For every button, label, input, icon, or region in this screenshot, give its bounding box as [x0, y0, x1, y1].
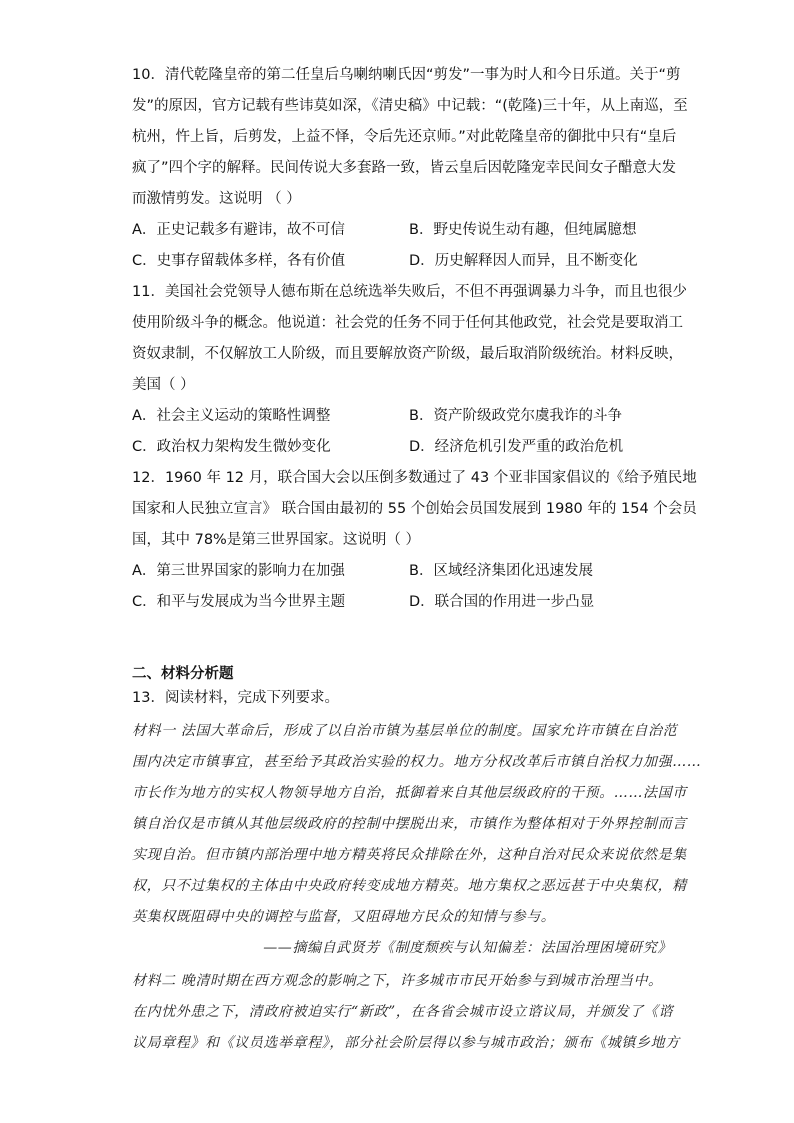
option-d: D．历史解释因人而异，且不断变化	[409, 253, 638, 269]
question-10-line: 10．清代乾隆皇帝的第二任皇后乌喇纳喇氏因“剪发”一事为时人和今日乐道。关于“剪	[132, 67, 681, 83]
material-1-line: 材料一 法国大革命后，形成了以自治市镇为基层单位的制度。国家允许市镇在自治范	[132, 723, 678, 739]
question-13-intro: 13．阅读材料，完成下列要求。	[132, 690, 339, 706]
material-1	[132, 716, 702, 964]
option-d: D．联合国的作用进一步凸显	[409, 594, 595, 610]
section-title: 二、材料分析题	[132, 666, 234, 682]
question-11-line: 资奴隶制，不仅解放工人阶级，而且要解放资产阶级，最后取消阶级统治。材料反映，	[132, 346, 683, 362]
question-11	[132, 277, 687, 463]
option-b: B．区域经济集团化迅速发展	[409, 563, 593, 579]
material-1-line: 实现自治。但市镇内部治理中地方精英将民众排除在外，这种自治对民众来说依然是集	[132, 847, 687, 863]
option-a: A．正史记载多有避讳，故不可信	[132, 222, 345, 238]
option-row	[132, 556, 672, 587]
question-10-line: 而激情剪发。这说明 （ ）	[132, 191, 301, 207]
option-c: C．和平与发展成为当今世界主题	[132, 594, 346, 610]
question-12-line: 12．1960 年 12 月，联合国大会以压倒多数通过了 43 个亚非国家倡议的《给予殖民地	[132, 470, 697, 486]
option-d: D．经济危机引发严重的政治危机	[409, 439, 624, 455]
question-11-line: 使用阶级斗争的概念。他说道：社会党的任务不同于任何其他政党，社会党是要取消工	[132, 315, 683, 331]
option-row	[132, 246, 672, 277]
material-2-line: 议局章程》和《议员选举章程》，部分社会阶层得以参与城市政治；颁布《城镇乡地方	[132, 1035, 680, 1051]
material-2-line: 材料二 晚清时期在西方观念的影响之下，许多城市市民开始参与到城市治理当中。	[132, 973, 663, 989]
material-1-line: 英集权既阻碍中央的调控与监督，又阻碍地方民众的知情与参与。	[132, 909, 556, 925]
question-12-options	[132, 556, 672, 618]
question-12-line: 国，其中 78%是第三世界国家。这说明（ ）	[132, 532, 420, 548]
question-10	[132, 60, 688, 277]
material-1-line: 市长作为地方的实权人物领导地方自治，抵御着来自其他层级政府的干预。……法国市	[132, 785, 687, 801]
option-c: C．政治权力架构发生微妙变化	[132, 439, 331, 455]
option-row	[132, 215, 672, 246]
question-10-line: 杭州，忤上旨，后剪发，上益不怿，令后先还京师。”对此乾隆皇帝的御批中只有“皇后	[132, 129, 677, 145]
option-b: B．资产阶级政党尔虞我诈的斗争	[409, 408, 622, 424]
option-c: C．史事存留载体多样，各有价值	[132, 253, 346, 269]
material-2-line: 在内忧外患之下，清政府被迫实行“新政”，在各省会城市设立谘议局，并颁发了《谘	[132, 1004, 674, 1020]
question-10-options	[132, 215, 672, 277]
question-11-options	[132, 401, 672, 463]
material-1-line: 围内决定市镇事宜，甚至给予其政治实验的权力。地方分权改革后市镇自治权力加强……	[132, 754, 702, 770]
option-a: A．社会主义运动的策略性调整	[132, 408, 331, 424]
option-row	[132, 401, 672, 432]
material-1-source: ——摘编自武贤芳《制度颓疾与认知偏差：法国治理困境研究》	[263, 940, 672, 956]
material-1-line: 权，只不过集权的主体由中央政府转变成地方精英。地方集权之恶远甚于中央集权，精	[132, 878, 687, 894]
question-10-line: 发”的原因，官方记载有些讳莫如深，《清史稿》中记载：“(乾隆)三十年，从上南巡，至	[132, 98, 688, 114]
option-row	[132, 587, 672, 618]
material-2	[132, 966, 680, 1059]
option-b: B．野史传说生动有趣，但纯属臆想	[409, 222, 637, 238]
material-1-line: 镇自治仅是市镇从其他层级政府的控制中摆脱出来，市镇作为整体相对于外界控制而言	[132, 816, 687, 832]
question-11-line: 美国（ ）	[132, 377, 195, 393]
option-row	[132, 432, 672, 463]
question-12	[132, 463, 697, 618]
question-11-line: 11．美国社会党领导人德布斯在总统选举失败后，不但不再强调暴力斗争，而且也很少	[132, 284, 687, 300]
question-12-line: 国家和人民独立宣言》 联合国由最初的 55 个创始会员国发展到 1980 年的 154 个会员	[132, 501, 697, 517]
question-10-line: 疯了”四个字的解释。民间传说大多套路一致，皆云皇后因乾隆宠幸民间女子醋意大发	[132, 160, 677, 176]
option-a: A．第三世界国家的影响力在加强	[132, 563, 345, 579]
